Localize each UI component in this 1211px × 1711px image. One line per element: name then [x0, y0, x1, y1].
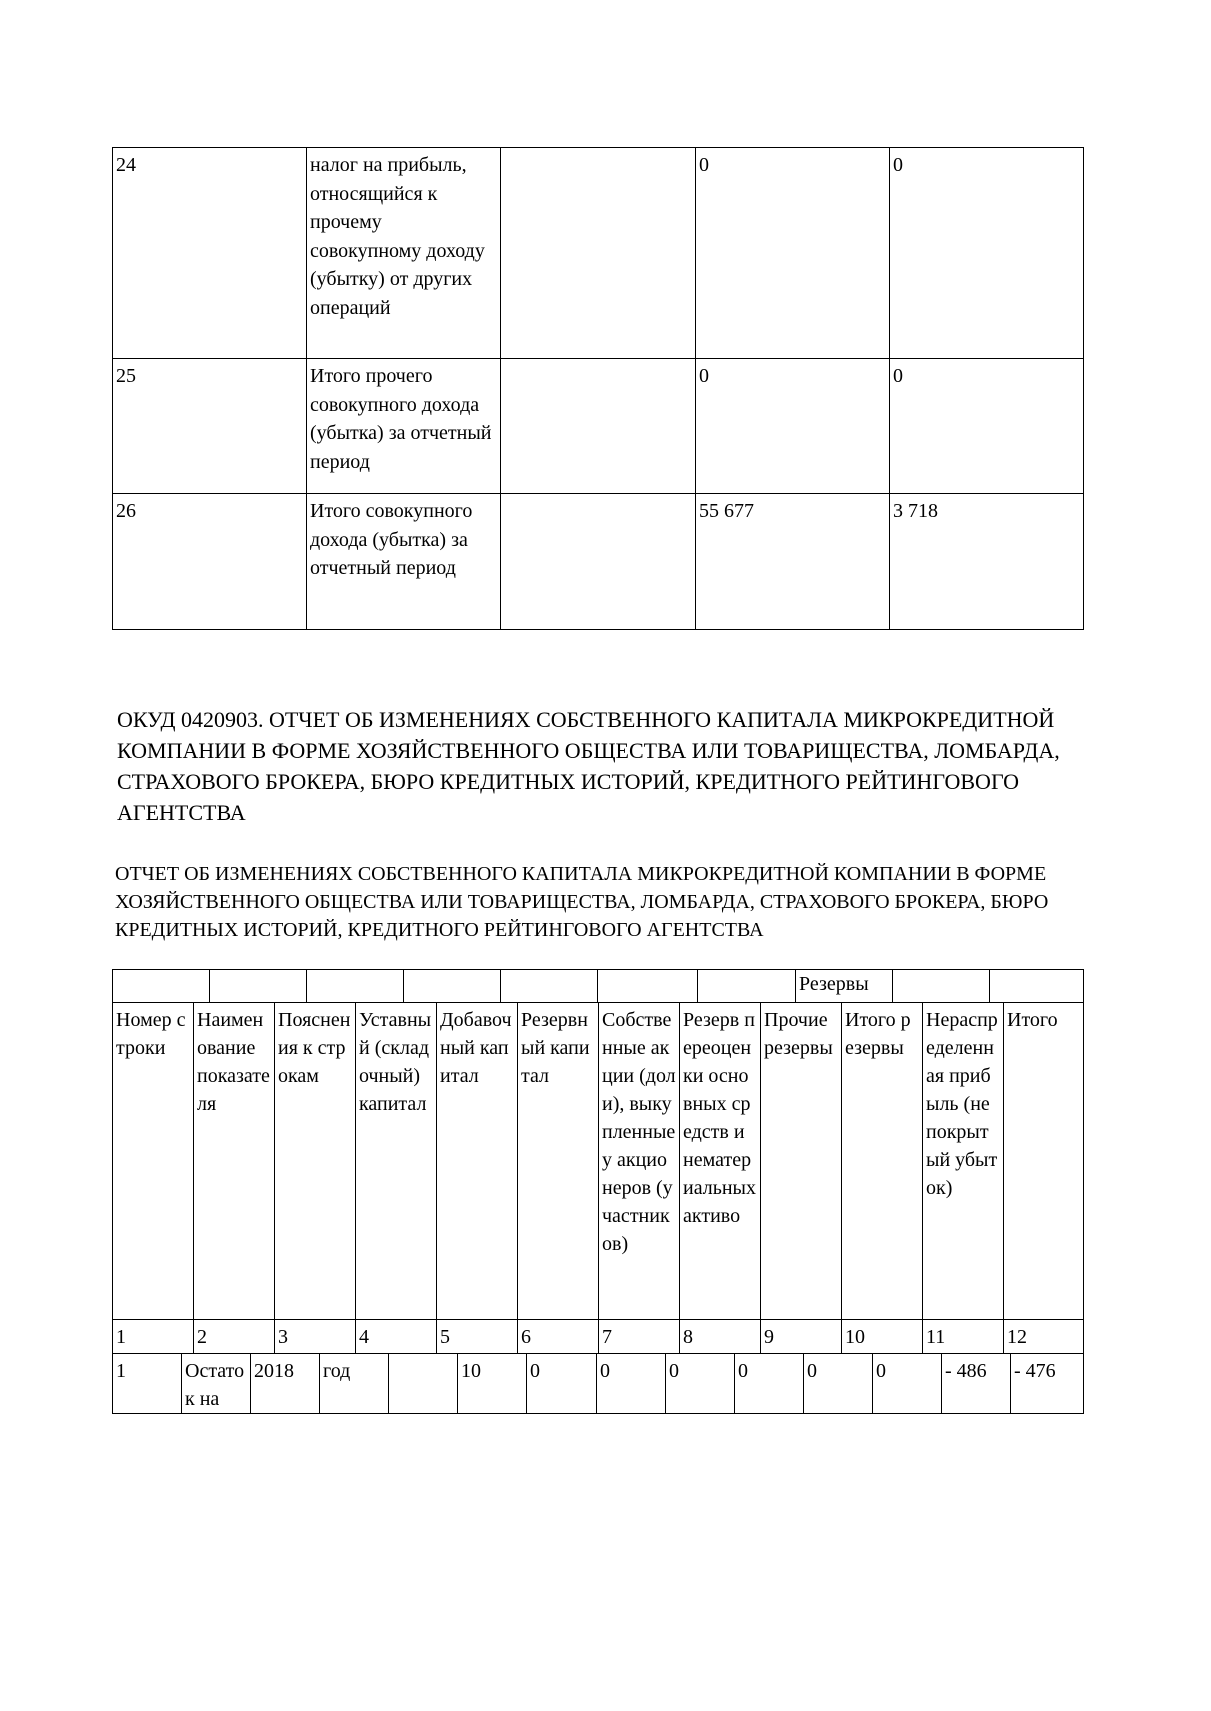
row-value-current: 0	[696, 359, 890, 494]
table-row	[113, 494, 1084, 630]
row-number: 25	[113, 359, 307, 494]
header-spacer-cell	[698, 970, 796, 1003]
column-headers-row	[113, 1003, 1084, 1320]
table-row	[113, 1354, 1084, 1414]
header-indicator-name: Наименование показателя	[194, 1003, 275, 1320]
equity-table-group-header	[112, 969, 1084, 1003]
column-number: 9	[761, 1320, 842, 1354]
column-number: 10	[842, 1320, 923, 1354]
header-spacer-cell	[598, 970, 698, 1003]
column-number: 7	[599, 1320, 680, 1354]
data-year-label: год	[320, 1354, 389, 1414]
data-retained-earnings: - 486	[942, 1354, 1011, 1414]
row-value-previous: 0	[890, 148, 1084, 359]
data-indicator-name: Остаток на	[182, 1354, 251, 1414]
data-other-reserves: 0	[804, 1354, 873, 1414]
row-value-current: 55 677	[696, 494, 890, 630]
header-revaluation-reserve: Резерв переоценки основных средств и нематериальных активо	[680, 1003, 761, 1320]
reserves-group-header: Резервы	[796, 970, 893, 1003]
row-value-current: 0	[696, 148, 890, 359]
column-number: 11	[923, 1320, 1004, 1354]
data-charter-capital: 10	[458, 1354, 527, 1414]
header-spacer-cell	[990, 970, 1084, 1003]
row-name: налог на прибыль, относящийся к прочему совокупному доходу (убытку) от других операций	[307, 148, 501, 359]
column-number: 1	[113, 1320, 194, 1354]
header-treasury-shares: Собственные акции (доли), выкупленные у акционеров (участников)	[599, 1003, 680, 1320]
data-year: 2018	[251, 1354, 320, 1414]
header-total-reserves: Итого резервы	[842, 1003, 923, 1320]
column-number: 8	[680, 1320, 761, 1354]
report-heading: ОКУД 0420903. ОТЧЕТ ОБ ИЗМЕНЕНИЯХ СОБСТВЕННОГО КАПИТАЛА МИКРОКРЕДИТНОЙ КОМПАНИИ В ФОРМЕ ХОЗЯЙСТВЕННОГО ОБЩЕСТВА ИЛИ ТОВАРИЩЕСТВА, ЛОМБАРДА, СТРАХОВОГО БРОКЕРА, БЮРО КРЕДИТНЫХ ИСТОРИЙ, КРЕДИТНОГО РЕЙТИНГОВОГО АГЕНТСТВА	[117, 707, 1060, 825]
equity-table-data	[112, 1353, 1084, 1414]
data-additional-capital: 0	[527, 1354, 597, 1414]
header-retained-earnings: Нераспределенная прибыль (непокрытый убыток)	[923, 1003, 1004, 1320]
row-note	[501, 494, 696, 630]
header-notes: Пояснения к строкам	[275, 1003, 356, 1320]
row-number: 24	[113, 148, 307, 359]
column-number: 4	[356, 1320, 437, 1354]
column-number: 2	[194, 1320, 275, 1354]
data-total: - 476	[1011, 1354, 1084, 1414]
row-note	[501, 359, 696, 494]
header-spacer-cell	[307, 970, 404, 1003]
header-row-number: Номер строки	[113, 1003, 194, 1320]
header-spacer-cell	[210, 970, 307, 1003]
header-spacer-cell	[893, 970, 990, 1003]
data-total-reserves: 0	[873, 1354, 942, 1414]
row-value-previous: 3 718	[890, 494, 1084, 630]
header-total: Итого	[1004, 1003, 1084, 1320]
income-table	[112, 147, 1084, 630]
table-row	[113, 359, 1084, 494]
header-additional-capital: Добавочный капитал	[437, 1003, 518, 1320]
header-reserve-capital: Резервный капитал	[518, 1003, 599, 1320]
data-notes	[389, 1354, 458, 1414]
data-revaluation-reserve: 0	[735, 1354, 804, 1414]
data-treasury-shares: 0	[666, 1354, 735, 1414]
row-name: Итого прочего совокупного дохода (убытка) за отчетный период	[307, 359, 501, 494]
column-number: 5	[437, 1320, 518, 1354]
header-spacer-cell	[404, 970, 501, 1003]
header-spacer-cell	[113, 970, 210, 1003]
data-reserve-capital: 0	[597, 1354, 666, 1414]
report-subheading: ОТЧЕТ ОБ ИЗМЕНЕНИЯХ СОБСТВЕННОГО КАПИТАЛА МИКРОКРЕДИТНОЙ КОМПАНИИ В ФОРМЕ ХОЗЯЙСТВЕННОГО ОБЩЕСТВА ИЛИ ТОВАРИЩЕСТВА, ЛОМБАРДА, СТРАХОВОГО БРОКЕРА, БЮРО КРЕДИТНЫХ ИСТОРИЙ, КРЕДИТНОГО РЕЙТИНГОВОГО АГЕНТСТВА	[115, 863, 1049, 941]
table-row	[113, 148, 1084, 359]
header-spacer-cell	[501, 970, 598, 1003]
column-numbers-row	[113, 1320, 1084, 1354]
row-number: 26	[113, 494, 307, 630]
header-charter-capital: Уставный (складочный) капитал	[356, 1003, 437, 1320]
header-other-reserves: Прочие резервы	[761, 1003, 842, 1320]
column-number: 6	[518, 1320, 599, 1354]
column-number: 3	[275, 1320, 356, 1354]
row-value-previous: 0	[890, 359, 1084, 494]
row-note	[501, 148, 696, 359]
data-row-number: 1	[113, 1354, 182, 1414]
column-number: 12	[1004, 1320, 1084, 1354]
row-name: Итого совокупного дохода (убытка) за отчетный период	[307, 494, 501, 630]
equity-table	[112, 1002, 1084, 1354]
